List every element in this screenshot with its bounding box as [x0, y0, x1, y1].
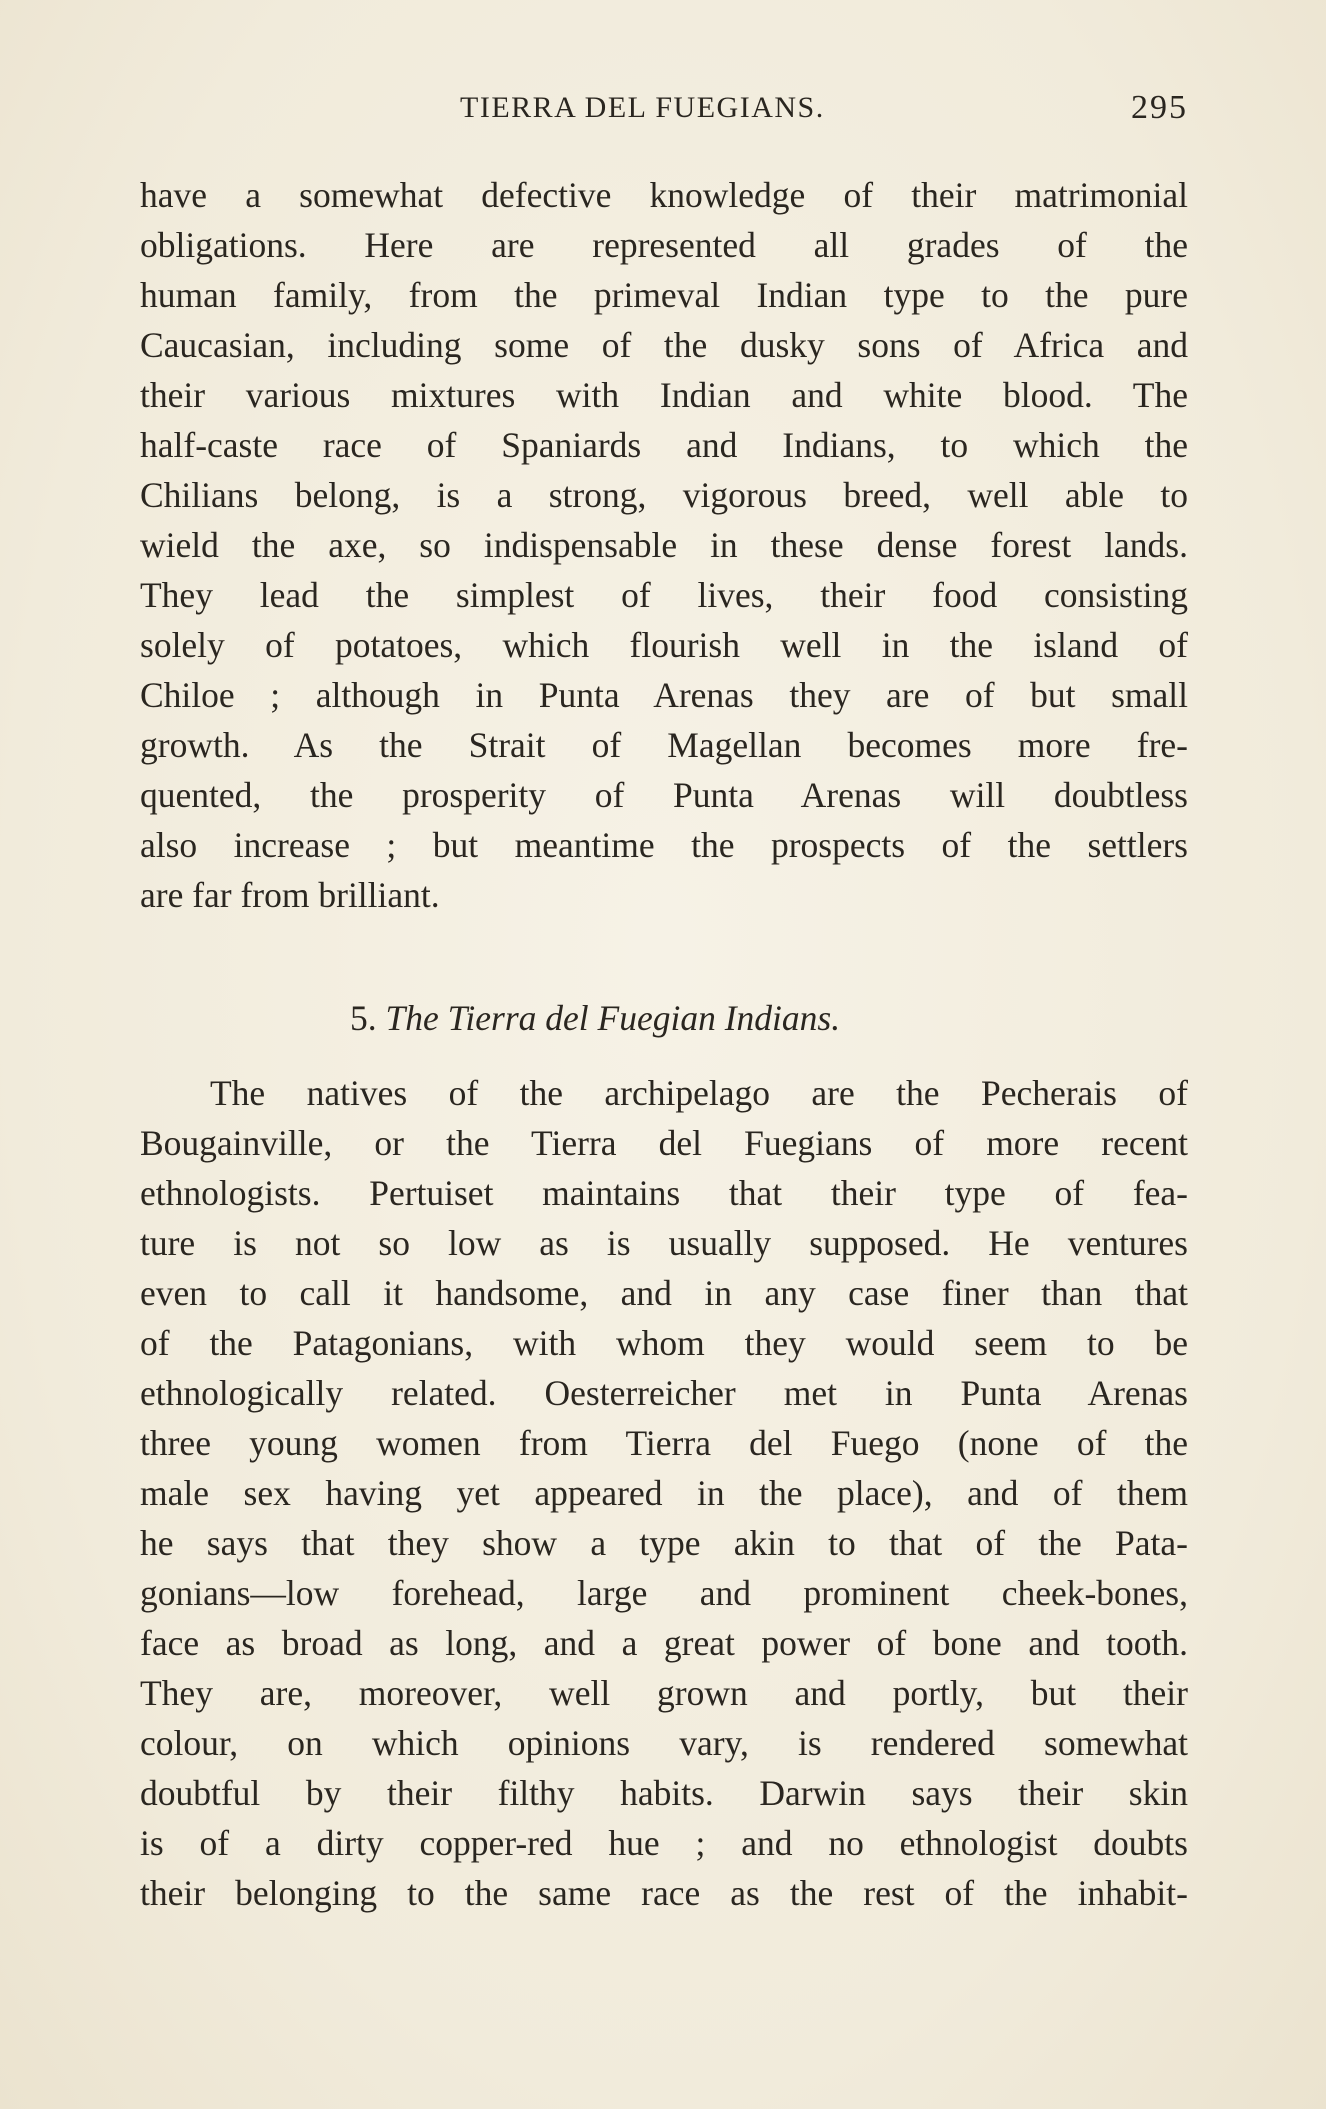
- page-header: [140, 88, 1188, 128]
- text-line: half-caste race of Spaniards and Indians, to which the: [140, 425, 1188, 465]
- section-number: 5.: [350, 998, 377, 1038]
- text-line: their belonging to the same race as the rest of the inhabit-: [140, 1873, 1188, 1913]
- text-line: Caucasian, including some of the dusky sons of Africa and: [140, 325, 1188, 365]
- text-line: of the Patagonians, with whom they would seem to be: [140, 1323, 1188, 1363]
- paragraph-1: [140, 170, 1188, 920]
- body-text: [140, 170, 1188, 1918]
- text-line: gonians—low forehead, large and prominent cheek-bones,: [140, 1573, 1188, 1613]
- section-heading: [140, 993, 1188, 1043]
- text-line: ethnologists. Pertuiset maintains that their type of fea-: [140, 1173, 1188, 1213]
- text-line: male sex having yet appeared in the place), and of them: [140, 1473, 1188, 1513]
- text-line: They lead the simplest of lives, their food consisting: [140, 575, 1188, 615]
- page-number: 295: [1131, 89, 1188, 126]
- text-line: Chiloe ; although in Punta Arenas they are of but small: [140, 675, 1188, 715]
- text-line: also increase ; but meantime the prospects of the settlers: [140, 825, 1188, 865]
- text-line: human family, from the primeval Indian type to the pure: [140, 275, 1188, 315]
- text-line: ethnologically related. Oesterreicher met in Punta Arenas: [140, 1373, 1188, 1413]
- text-line: their various mixtures with Indian and white blood. The: [140, 375, 1188, 415]
- text-line: wield the axe, so indispensable in these dense forest lands.: [140, 525, 1188, 565]
- text-line: The natives of the archipelago are the Pecherais of: [210, 1073, 1188, 1113]
- text-line: are far from brilliant.: [140, 875, 440, 915]
- text-line: Bougainville, or the Tierra del Fuegians of more recent: [140, 1123, 1188, 1163]
- running-head: TIERRA DEL FUEGIANS.: [460, 91, 825, 124]
- text-line: They are, moreover, well grown and portly, but their: [140, 1673, 1188, 1713]
- text-line: obligations. Here are represented all grades of the: [140, 225, 1188, 265]
- text-line: ture is not so low as is usually supposed. He ventures: [140, 1223, 1188, 1263]
- text-line: doubtful by their filthy habits. Darwin says their skin: [140, 1773, 1188, 1813]
- paragraph-2: [140, 1068, 1188, 1918]
- text-line: face as broad as long, and a great power of bone and tooth.: [140, 1623, 1188, 1663]
- section-title: The Tierra del Fuegian Indians.: [385, 998, 841, 1038]
- heading-gap: [140, 1043, 1188, 1068]
- text-line: he says that they show a type akin to that of the Pata-: [140, 1523, 1188, 1563]
- text-line: quented, the prosperity of Punta Arenas will doubtless: [140, 775, 1188, 815]
- section-gap: [140, 920, 1188, 993]
- text-line: Chilians belong, is a strong, vigorous breed, well able to: [140, 475, 1188, 515]
- text-line: colour, on which opinions vary, is rendered somewhat: [140, 1723, 1188, 1763]
- text-line: even to call it handsome, and in any case finer than that: [140, 1273, 1188, 1313]
- text-line: is of a dirty copper-red hue ; and no ethnologist doubts: [140, 1823, 1188, 1863]
- text-line: growth. As the Strait of Magellan becomes more fre-: [140, 725, 1188, 765]
- text-line: solely of potatoes, which flourish well in the island of: [140, 625, 1188, 665]
- text-line: have a somewhat defective knowledge of their matrimonial: [140, 175, 1188, 215]
- text-line: three young women from Tierra del Fuego (none of the: [140, 1423, 1188, 1463]
